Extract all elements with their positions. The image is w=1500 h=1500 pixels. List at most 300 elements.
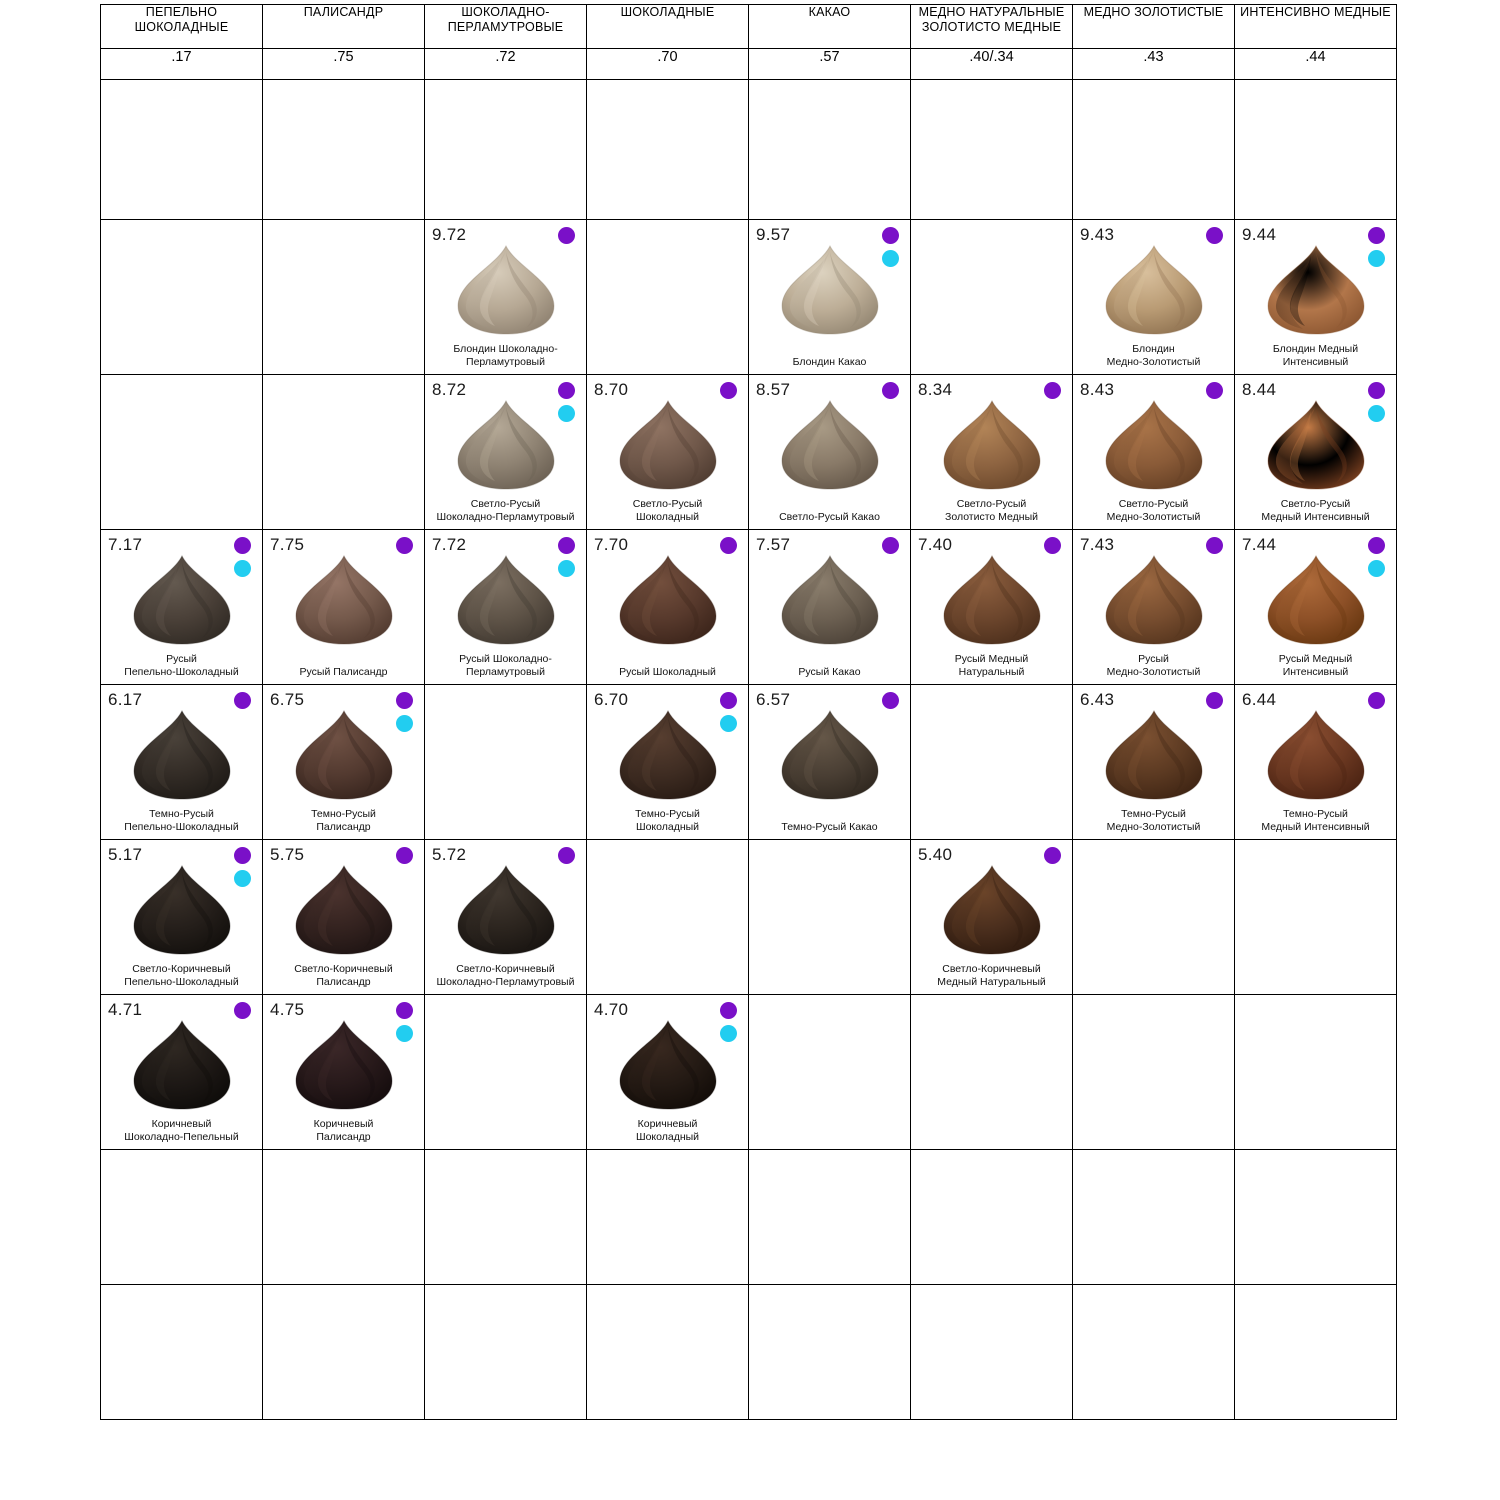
swatch-cell-inner[interactable] xyxy=(425,220,586,374)
empty-cell xyxy=(1235,1285,1397,1420)
hair-swatch-svg xyxy=(776,554,884,646)
hair-swatch xyxy=(614,399,722,491)
empty-cell xyxy=(101,220,263,375)
swatch-grid-body xyxy=(101,80,1397,1420)
shade-label-line1: Русый Какао xyxy=(798,665,861,678)
empty-cell xyxy=(425,995,587,1150)
empty-cell xyxy=(425,685,587,840)
shade-label xyxy=(913,653,1070,678)
shade-label-line2: Медный Натуральный xyxy=(937,975,1046,988)
shade-label xyxy=(265,963,422,988)
shade-label-line1: Блондин Шоколадно- xyxy=(453,343,558,355)
hair-swatch-svg xyxy=(1262,399,1370,491)
shade-label xyxy=(427,963,584,988)
hair-swatch xyxy=(290,709,398,801)
shade-label-line1: Русый Палисандр xyxy=(299,665,388,678)
swatch-cell-inner[interactable] xyxy=(911,530,1072,684)
cyan-dot-icon xyxy=(1368,250,1385,267)
swatch-cell xyxy=(1073,375,1235,530)
hair-swatch-svg xyxy=(614,709,722,801)
column-header-0-line2: ШОКОЛАДНЫЕ xyxy=(134,20,229,34)
shade-label xyxy=(1075,808,1232,833)
swatch-cell-inner[interactable] xyxy=(587,685,748,839)
column-header-1 xyxy=(263,5,425,49)
swatch-row xyxy=(101,840,1397,995)
swatch-cell-inner[interactable] xyxy=(101,685,262,839)
shade-label-line1: Темно-Русый xyxy=(311,808,376,820)
column-code-2: .72 xyxy=(425,49,587,80)
empty-cell xyxy=(587,80,749,220)
cyan-dot-icon xyxy=(1368,405,1385,422)
hair-swatch-svg xyxy=(128,864,236,956)
swatch-cell xyxy=(587,530,749,685)
hair-swatch-svg xyxy=(938,864,1046,956)
hair-swatch xyxy=(452,399,560,491)
swatch-cell-inner[interactable] xyxy=(101,995,262,1149)
swatch-cell xyxy=(911,840,1073,995)
shade-code: 9.57 xyxy=(756,225,791,244)
purple-dot-icon xyxy=(1044,382,1061,399)
shade-label-line2: Перламутровый xyxy=(466,355,545,368)
hair-swatch-svg xyxy=(1100,399,1208,491)
hair-swatch-svg xyxy=(1262,244,1370,336)
shade-code: 7.44 xyxy=(1242,535,1277,554)
shade-label-line1: Светло-Русый xyxy=(1280,498,1351,510)
swatch-cell-inner[interactable] xyxy=(1235,375,1396,529)
swatch-cell xyxy=(1235,220,1397,375)
shade-label-line1: Светло-Русый xyxy=(470,498,541,510)
swatch-cell xyxy=(425,220,587,375)
shade-label xyxy=(1075,653,1232,678)
shade-code: 6.70 xyxy=(594,690,629,709)
purple-dot-icon xyxy=(720,537,737,554)
shade-code: 7.40 xyxy=(918,535,953,554)
hair-swatch-svg xyxy=(290,864,398,956)
empty-cell xyxy=(911,685,1073,840)
empty-cell xyxy=(749,1150,911,1285)
swatch-row xyxy=(101,220,1397,375)
purple-dot-icon xyxy=(396,537,413,554)
column-header-6 xyxy=(1073,5,1235,49)
swatch-cell-inner[interactable] xyxy=(425,530,586,684)
shade-label-line2: Перламутровый xyxy=(466,665,545,678)
empty-cell xyxy=(101,80,263,220)
shade-label-line1: Светло-Коричневый xyxy=(942,963,1041,975)
hair-swatch xyxy=(290,554,398,646)
shade-label xyxy=(103,653,260,678)
cyan-dot-icon xyxy=(720,715,737,732)
swatch-cell-inner[interactable] xyxy=(263,840,424,994)
purple-dot-icon xyxy=(1206,692,1223,709)
purple-dot-icon xyxy=(720,1002,737,1019)
shade-code: 7.72 xyxy=(432,535,467,554)
shade-label-line1: Русый Шоколадно- xyxy=(459,653,552,665)
empty-cell xyxy=(1235,995,1397,1150)
swatch-cell-inner[interactable] xyxy=(1235,220,1396,374)
hair-swatch-svg xyxy=(776,244,884,336)
swatch-cell-inner[interactable] xyxy=(749,530,910,684)
shade-label xyxy=(751,821,908,834)
shade-label-line2: Медно-Золотистый xyxy=(1106,510,1201,523)
shade-code: 7.43 xyxy=(1080,535,1115,554)
swatch-cell-inner[interactable] xyxy=(101,530,262,684)
shade-label xyxy=(103,963,260,988)
shade-label-line2: Палисандр xyxy=(316,1130,371,1143)
shade-label xyxy=(265,1118,422,1143)
shade-label xyxy=(265,808,422,833)
swatch-row xyxy=(101,685,1397,840)
empty-cell xyxy=(749,80,911,220)
hair-swatch xyxy=(938,864,1046,956)
swatch-cell-inner[interactable] xyxy=(1073,530,1234,684)
column-header-5 xyxy=(911,5,1073,49)
hair-swatch xyxy=(776,399,884,491)
column-header-3 xyxy=(587,5,749,49)
empty-cell xyxy=(425,80,587,220)
swatch-cell xyxy=(587,995,749,1150)
shade-code: 5.75 xyxy=(270,845,305,864)
column-header-6-line1: МЕДНО ЗОЛОТИСТЫЕ xyxy=(1083,5,1224,19)
hair-swatch xyxy=(128,709,236,801)
purple-dot-icon xyxy=(720,692,737,709)
swatch-cell-inner[interactable] xyxy=(101,840,262,994)
empty-cell xyxy=(911,80,1073,220)
column-header-0-line1: ПЕПЕЛЬНО xyxy=(145,5,218,19)
shade-label-line2: Медный Интенсивный xyxy=(1261,510,1370,523)
swatch-cell-inner[interactable] xyxy=(1073,220,1234,374)
hair-swatch-svg xyxy=(776,399,884,491)
purple-dot-icon xyxy=(1206,382,1223,399)
empty-cell xyxy=(587,220,749,375)
swatch-cell xyxy=(1235,530,1397,685)
purple-dot-icon xyxy=(1044,537,1061,554)
swatch-row xyxy=(101,530,1397,685)
category-code-row xyxy=(101,49,1397,80)
purple-dot-icon xyxy=(1368,537,1385,554)
hair-swatch xyxy=(938,554,1046,646)
hair-swatch xyxy=(614,554,722,646)
shade-label-line2: Пепельно-Шоколадный xyxy=(124,820,239,833)
empty-cell xyxy=(101,375,263,530)
shade-label xyxy=(751,356,908,369)
swatch-row xyxy=(101,1150,1397,1285)
shade-label xyxy=(589,666,746,679)
shade-code: 5.40 xyxy=(918,845,953,864)
empty-cell xyxy=(749,840,911,995)
shade-code: 7.57 xyxy=(756,535,791,554)
swatch-cell-inner[interactable] xyxy=(425,840,586,994)
empty-cell xyxy=(101,1285,263,1420)
swatch-cell-inner[interactable] xyxy=(263,685,424,839)
shade-label-line2: Интенсивный xyxy=(1282,665,1349,678)
hair-swatch-svg xyxy=(452,244,560,336)
shade-label-line2: Шоколадно-Перламутровый xyxy=(436,510,575,523)
column-header-7 xyxy=(1235,5,1397,49)
swatch-cell xyxy=(425,530,587,685)
shade-code: 7.75 xyxy=(270,535,305,554)
swatch-cell xyxy=(101,840,263,995)
hair-swatch xyxy=(290,1019,398,1111)
purple-dot-icon xyxy=(882,382,899,399)
shade-code: 8.72 xyxy=(432,380,467,399)
column-code-4: .57 xyxy=(749,49,911,80)
hair-swatch xyxy=(614,1019,722,1111)
cyan-dot-icon xyxy=(882,250,899,267)
purple-dot-icon xyxy=(1368,227,1385,244)
swatch-cell-inner[interactable] xyxy=(1073,685,1234,839)
hair-swatch-svg xyxy=(1262,554,1370,646)
hair-swatch-svg xyxy=(128,554,236,646)
swatch-cell xyxy=(749,530,911,685)
swatch-cell xyxy=(425,375,587,530)
shade-label-line2: Палисандр xyxy=(316,820,371,833)
column-header-4-line1: КАКАО xyxy=(808,5,851,19)
swatch-cell xyxy=(425,840,587,995)
purple-dot-icon xyxy=(234,1002,251,1019)
shade-label xyxy=(751,666,908,679)
column-code-1: .75 xyxy=(263,49,425,80)
swatch-cell xyxy=(263,685,425,840)
shade-code: 6.43 xyxy=(1080,690,1115,709)
shade-label-line2: Шоколадный xyxy=(635,510,700,523)
hair-swatch xyxy=(776,244,884,336)
shade-label-line1: Светло-Коричневый xyxy=(456,963,555,975)
swatch-cell-inner[interactable] xyxy=(749,685,910,839)
swatch-cell xyxy=(749,685,911,840)
cyan-dot-icon xyxy=(720,1025,737,1042)
empty-cell xyxy=(749,1285,911,1420)
swatch-row xyxy=(101,995,1397,1150)
swatch-cell-inner[interactable] xyxy=(911,840,1072,994)
shade-label-line1: Русый Шоколадный xyxy=(619,665,716,678)
shade-label xyxy=(589,808,746,833)
swatch-cell xyxy=(911,530,1073,685)
purple-dot-icon xyxy=(1206,227,1223,244)
hair-swatch xyxy=(1262,554,1370,646)
hair-swatch xyxy=(452,864,560,956)
shade-label-line2: Интенсивный xyxy=(1282,355,1349,368)
hair-swatch xyxy=(938,399,1046,491)
swatch-cell xyxy=(1073,685,1235,840)
purple-dot-icon xyxy=(558,537,575,554)
hair-swatch-svg xyxy=(452,554,560,646)
shade-label xyxy=(751,511,908,524)
purple-dot-icon xyxy=(396,692,413,709)
empty-cell xyxy=(1235,840,1397,995)
shade-code: 4.71 xyxy=(108,1000,143,1019)
shade-label-line2: Пепельно-Шоколадный xyxy=(124,665,239,678)
shade-label xyxy=(103,808,260,833)
hair-swatch xyxy=(128,864,236,956)
swatch-cell-inner[interactable] xyxy=(425,375,586,529)
swatch-cell-inner[interactable] xyxy=(749,220,910,374)
hair-swatch-svg xyxy=(776,709,884,801)
swatch-cell xyxy=(101,995,263,1150)
empty-cell xyxy=(1235,80,1397,220)
purple-dot-icon xyxy=(1044,847,1061,864)
shade-label-line2: Медный Интенсивный xyxy=(1261,820,1370,833)
shade-label-line2: Медно-Золотистый xyxy=(1106,355,1201,368)
purple-dot-icon xyxy=(882,227,899,244)
shade-label-line1: Русый Медный xyxy=(1278,653,1353,665)
swatch-cell-inner[interactable] xyxy=(263,530,424,684)
shade-label xyxy=(1237,653,1394,678)
swatch-cell xyxy=(749,220,911,375)
cyan-dot-icon xyxy=(396,715,413,732)
shade-label-line1: Русый Медный xyxy=(954,653,1029,665)
empty-cell xyxy=(1073,80,1235,220)
empty-cell xyxy=(911,220,1073,375)
shade-label-line1: Светло-Коричневый xyxy=(132,963,231,975)
cyan-dot-icon xyxy=(558,405,575,422)
swatch-cell xyxy=(587,375,749,530)
swatch-cell-inner[interactable] xyxy=(1073,375,1234,529)
shade-label-line2: Натуральный xyxy=(958,665,1025,678)
swatch-cell-inner[interactable] xyxy=(587,530,748,684)
swatch-cell xyxy=(1235,685,1397,840)
shade-label xyxy=(589,498,746,523)
column-header-7-line1: ИНТЕНСИВНО МЕДНЫЕ xyxy=(1240,5,1391,19)
purple-dot-icon xyxy=(882,537,899,554)
shade-label-line1: Темно-Русый Какао xyxy=(781,820,878,833)
empty-cell xyxy=(101,1150,263,1285)
swatch-cell xyxy=(587,685,749,840)
shade-code: 7.17 xyxy=(108,535,143,554)
swatch-cell-inner[interactable] xyxy=(587,375,748,529)
hair-swatch-svg xyxy=(1100,709,1208,801)
hair-swatch xyxy=(128,1019,236,1111)
cyan-dot-icon xyxy=(234,870,251,887)
cyan-dot-icon xyxy=(558,560,575,577)
swatch-cell xyxy=(1235,375,1397,530)
purple-dot-icon xyxy=(396,1002,413,1019)
empty-cell xyxy=(1235,1150,1397,1285)
empty-cell xyxy=(749,995,911,1150)
shade-code: 7.70 xyxy=(594,535,629,554)
shade-code: 8.34 xyxy=(918,380,953,399)
purple-dot-icon xyxy=(720,382,737,399)
hair-swatch xyxy=(452,244,560,336)
shade-label-line1: Блондин xyxy=(1132,343,1175,355)
cyan-dot-icon xyxy=(1368,560,1385,577)
shade-label-line1: Светло-Русый xyxy=(632,498,703,510)
hair-swatch-svg xyxy=(1262,709,1370,801)
cyan-dot-icon xyxy=(396,1025,413,1042)
shade-label xyxy=(1075,343,1232,368)
swatch-cell-inner[interactable] xyxy=(1235,530,1396,684)
hair-swatch xyxy=(452,554,560,646)
purple-dot-icon xyxy=(558,847,575,864)
swatch-cell xyxy=(101,685,263,840)
hair-swatch-svg xyxy=(290,709,398,801)
shade-label-line2: Золотисто Медный xyxy=(945,510,1038,523)
swatch-cell-inner[interactable] xyxy=(1235,685,1396,839)
shade-label xyxy=(1237,343,1394,368)
shade-code: 6.17 xyxy=(108,690,143,709)
shade-code: 6.57 xyxy=(756,690,791,709)
shade-label xyxy=(1237,808,1394,833)
swatch-cell xyxy=(911,375,1073,530)
empty-cell xyxy=(263,220,425,375)
column-code-3: .70 xyxy=(587,49,749,80)
column-header-1-line1: ПАЛИСАНДР xyxy=(303,5,384,19)
shade-label xyxy=(913,963,1070,988)
shade-label-line2: Шоколадный xyxy=(635,820,700,833)
shade-label-line2: Шоколадно-Перламутровый xyxy=(436,975,575,988)
shade-code: 9.72 xyxy=(432,225,467,244)
shade-label xyxy=(427,498,584,523)
empty-cell xyxy=(1073,1285,1235,1420)
hair-swatch xyxy=(1100,399,1208,491)
shade-label-line1: Темно-Русый xyxy=(635,808,700,820)
empty-cell xyxy=(263,1150,425,1285)
shade-code: 4.70 xyxy=(594,1000,629,1019)
hair-swatch xyxy=(1100,709,1208,801)
purple-dot-icon xyxy=(558,382,575,399)
purple-dot-icon xyxy=(1206,537,1223,554)
shade-code: 5.72 xyxy=(432,845,467,864)
hair-swatch xyxy=(1100,244,1208,336)
hair-swatch-svg xyxy=(1100,244,1208,336)
shade-label-line1: Коричневый xyxy=(637,1118,698,1130)
swatch-cell-inner[interactable] xyxy=(749,375,910,529)
shade-code: 5.17 xyxy=(108,845,143,864)
swatch-cell-inner[interactable] xyxy=(263,995,424,1149)
hair-swatch xyxy=(1100,554,1208,646)
shade-code: 4.75 xyxy=(270,1000,305,1019)
hair-swatch-svg xyxy=(1100,554,1208,646)
hair-swatch-svg xyxy=(614,1019,722,1111)
column-code-0: .17 xyxy=(101,49,263,80)
shade-code: 8.43 xyxy=(1080,380,1115,399)
hair-swatch-svg xyxy=(938,399,1046,491)
shade-code: 9.44 xyxy=(1242,225,1277,244)
swatch-row xyxy=(101,80,1397,220)
hair-swatch xyxy=(776,709,884,801)
column-header-4 xyxy=(749,5,911,49)
purple-dot-icon xyxy=(882,692,899,709)
column-code-7: .44 xyxy=(1235,49,1397,80)
hair-swatch xyxy=(776,554,884,646)
shade-code: 8.44 xyxy=(1242,380,1277,399)
empty-cell xyxy=(1073,1150,1235,1285)
swatch-cell-inner[interactable] xyxy=(587,995,748,1149)
swatch-cell xyxy=(101,530,263,685)
hair-swatch-svg xyxy=(290,1019,398,1111)
column-header-2-line2: ПЕРЛАМУТРОВЫЕ xyxy=(447,20,564,34)
column-header-3-line1: ШОКОЛАДНЫЕ xyxy=(620,5,715,19)
column-header-5-line1: МЕДНО НАТУРАЛЬНЫЕ xyxy=(918,5,1065,19)
shade-label-line1: Блондин Медный xyxy=(1272,343,1359,355)
shade-label xyxy=(103,1118,260,1143)
purple-dot-icon xyxy=(234,537,251,554)
column-header-0 xyxy=(101,5,263,49)
shade-label-line2: Шоколадный xyxy=(635,1130,700,1143)
hair-swatch-svg xyxy=(452,399,560,491)
hair-swatch xyxy=(128,554,236,646)
swatch-cell-inner[interactable] xyxy=(911,375,1072,529)
shade-label-line1: Темно-Русый xyxy=(1283,808,1348,820)
shade-label-line2: Палисандр xyxy=(316,975,371,988)
purple-dot-icon xyxy=(396,847,413,864)
swatch-cell xyxy=(1073,530,1235,685)
empty-cell xyxy=(587,840,749,995)
empty-cell xyxy=(911,1285,1073,1420)
empty-cell xyxy=(263,1285,425,1420)
hair-swatch-svg xyxy=(128,1019,236,1111)
shade-code: 6.44 xyxy=(1242,690,1277,709)
shade-label-line2: Шоколадно-Пепельный xyxy=(124,1130,239,1143)
